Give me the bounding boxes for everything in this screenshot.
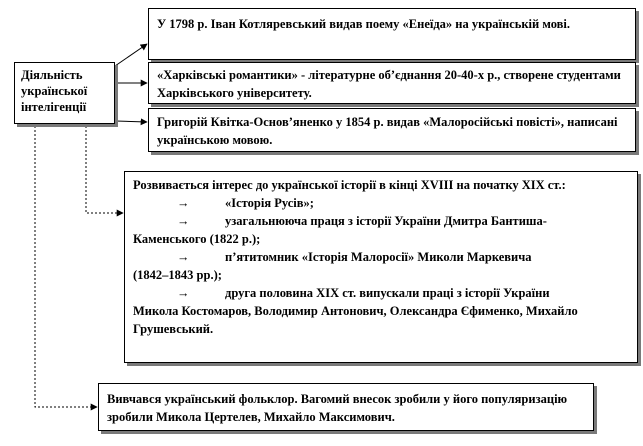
- list-item: [133, 248, 629, 266]
- history-intro: Розвивається інтерес до української історії в кінці XVIII на початку XIX ст.:: [133, 178, 566, 192]
- arrow-bullet-icon: →: [177, 286, 190, 300]
- arrow-to-fact-1: [115, 44, 147, 66]
- root-node-label: Діяльність української інтелігенції: [21, 68, 88, 114]
- history-interest-box: [124, 171, 638, 363]
- fact-text: «Харківські романтики» - літературне об’єднання 20-40-х р., створене студентами Харківського університету.: [157, 68, 621, 100]
- fact-box-kvitka: [148, 108, 636, 152]
- arrow-to-fact-3: [116, 121, 147, 122]
- list-item-text: друга половина XIX ст. випускали праці з історії України: [225, 286, 550, 300]
- list-item-text: п’ятитомник «Історія Малоросії» Миколи Маркевича: [225, 250, 532, 264]
- fact-box-folklore: [98, 383, 594, 431]
- fact-box-kharkiv-romantics: [148, 62, 636, 104]
- fact-text: Григорій Квітка-Основ’яненко у 1854 р. видав «Малоросійські повісті», написані українською мовою.: [157, 115, 618, 147]
- root-node-intelligentsia: [14, 62, 115, 124]
- arrow-bullet-icon: →: [177, 196, 190, 210]
- list-item-text: узагальнююча праця з історії України Дмитра Бантиша-: [225, 214, 547, 228]
- arrow-bullet-icon: →: [177, 250, 190, 264]
- list-item-text: «Історія Русів»;: [225, 196, 314, 210]
- list-item-continuation: Каменського (1822 р.);: [133, 232, 261, 246]
- list-item: [133, 212, 629, 230]
- arrow-to-folklore: [35, 126, 97, 407]
- fact-text: Вивчався український фольклор. Вагомий внесок зробили у його популяризацію зробили Микола Цертелев, Михайло Максимович.: [107, 392, 568, 424]
- fact-text: У 1798 р. Іван Котляревський видав поему «Енеїда» на українській мові.: [157, 17, 570, 31]
- list-item-continuation: Микола Костомаров, Володимир Антонович, Олександра Єфименко, Михайло Грушевський.: [133, 304, 578, 336]
- list-item: [133, 284, 629, 302]
- list-item: [133, 194, 629, 212]
- arrow-to-history: [86, 126, 123, 213]
- arrow-bullet-icon: →: [177, 214, 190, 228]
- list-item-continuation: (1842–1843 рр.);: [133, 268, 222, 282]
- fact-box-kotliarevsky: [148, 8, 636, 60]
